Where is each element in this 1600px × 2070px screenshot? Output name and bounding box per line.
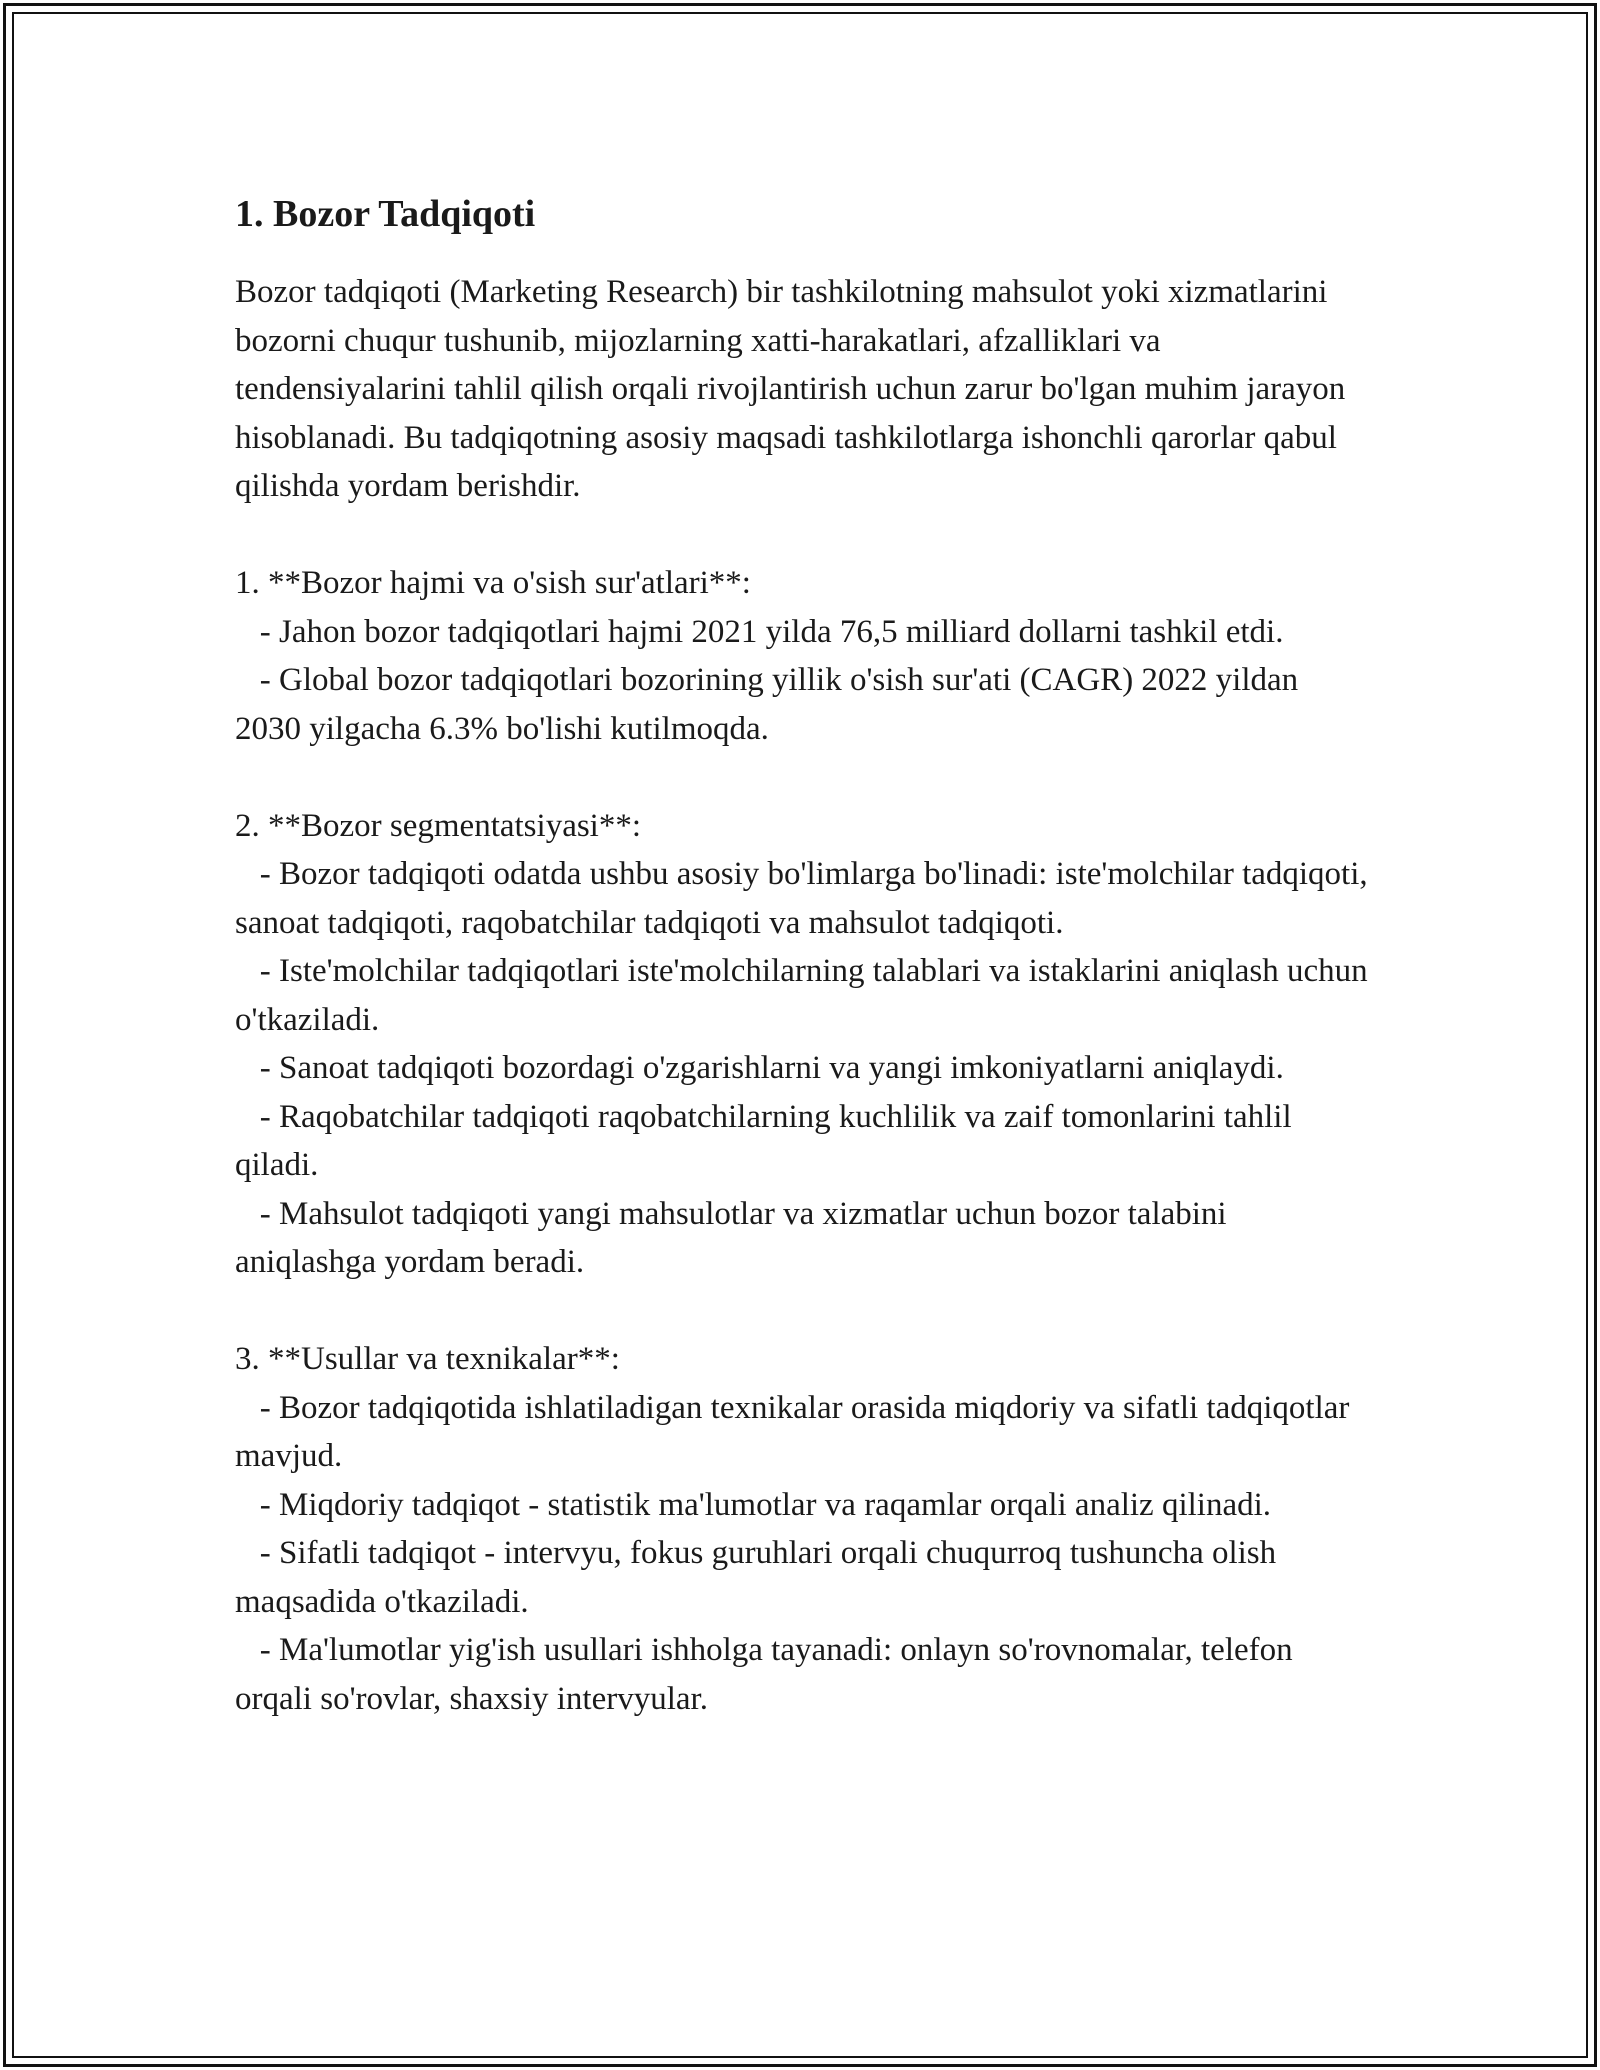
- list-item: - Jahon bozor tadqiqotlari hajmi 2021 yilda 76,5 milliard dollarni tashkil etdi.: [235, 613, 1284, 650]
- list-item: - Bozor tadqiqotida ishlatiladigan texnikalar orasida miqdoriy va sifatli tadqiqotlar mavjud.: [235, 1389, 1358, 1474]
- list-item: - Sifatli tadqiqot - intervyu, fokus guruhlari orqali chuqurroq tushuncha olish maqsadida o'tkaziladi.: [235, 1535, 1285, 1620]
- list-item: - Iste'molchilar tadqiqotlari iste'molchilarning talablari va istaklarini aniqlash uchun o'tkaziladi.: [235, 953, 1376, 1038]
- list-item: - Global bozor tadqiqotlari bozorining yillik o'sish sur'ati (CAGR) 2022 yildan 2030 yilgacha 6.3% bo'lishi kutilmoqda.: [235, 662, 1307, 747]
- spacer: [235, 1287, 1370, 1336]
- spacer: [235, 753, 1370, 802]
- section-segmentation: [235, 802, 1376, 1287]
- section-heading: 2. **Bozor segmentatsiyasi**:: [235, 807, 642, 844]
- list-item: - Sanoat tadqiqoti bozordagi o'zgarishlarni va yangi imkoniyatlarni aniqlaydi.: [235, 1050, 1284, 1086]
- list-item: - Mahsulot tadqiqoti yangi mahsulotlar va xizmatlar uchun bozor talabini aniqlashga yordam beradi.: [235, 1195, 1235, 1280]
- section-heading: 1. **Bozor hajmi va o'sish sur'atlari**:: [235, 565, 751, 601]
- section-methods: [235, 1335, 1370, 1723]
- intro-paragraph: Bozor tadqiqoti (Marketing Research) bir tashkilotning mahsulot yoki xizmatlarini bozorni chuqur tushunib, mijozlarning xatti-harakatlari, afzalliklari va tendensiyalarini tahlil qilish orqali rivojlantirish uchun zarur bo'lgan muhim jarayon hisoblanadi. Bu tadqiqotning asosiy maqsadi tashkilotlarga ishonchli qarorlar qabul qilishda yordam berishdir.: [235, 274, 1346, 504]
- list-item: - Miqdoriy tadqiqot - statistik ma'lumotlar va raqamlar orqali analiz qilinadi.: [235, 1486, 1272, 1523]
- list-item: - Raqobatchilar tadqiqoti raqobatchilarning kuchlilik va zaif tomonlarini tahlil qiladi.: [235, 1098, 1300, 1183]
- page-title: 1. Bozor Tadqiqoti: [235, 193, 536, 235]
- section-heading: 3. **Usullar va texnikalar**:: [235, 1341, 620, 1377]
- spacer: [235, 511, 1370, 560]
- list-item: - Ma'lumotlar yig'ish usullari ishholga tayanadi: onlayn so'rovnomalar, telefon orqali so'rovlar, shaxsiy intervyular.: [235, 1632, 1301, 1717]
- list-item: - Bozor tadqiqoti odatda ushbu asosiy bo'limlarga bo'linadi: iste'molchilar tadqiqoti, sanoat tadqiqoti, raqobatchilar tadqiqoti va mahsulot tadqiqoti.: [235, 856, 1376, 941]
- document-body: [235, 190, 1376, 1723]
- section-market-size: [235, 559, 1370, 753]
